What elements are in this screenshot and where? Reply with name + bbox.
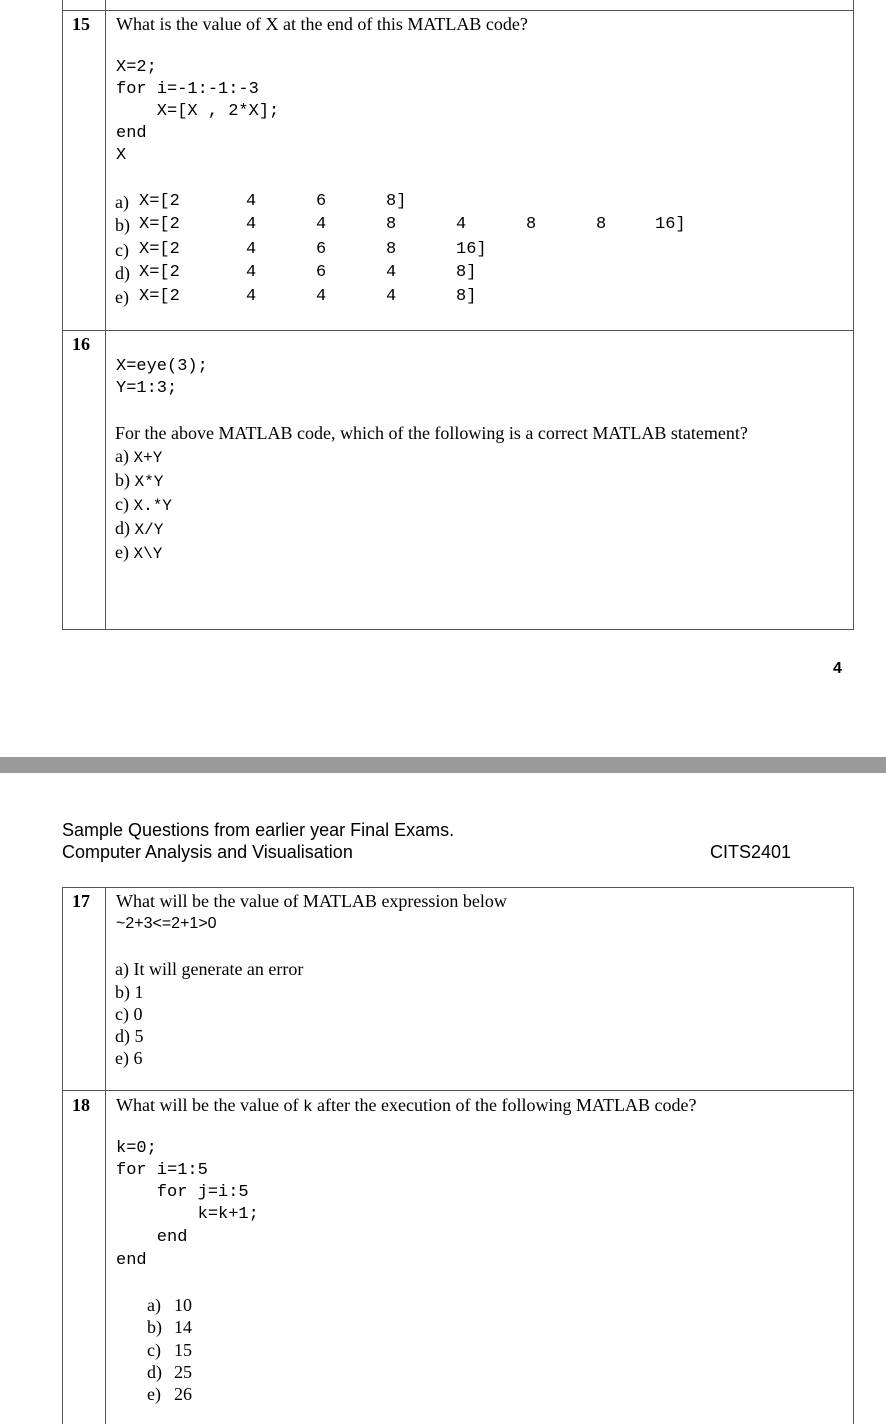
option-label: b): [115, 470, 135, 490]
table-border: [62, 330, 854, 331]
option-label: e): [147, 1384, 161, 1404]
question-prompt: What will be the value of MATLAB expression below: [116, 891, 507, 911]
option-cell: 4: [246, 263, 257, 282]
code-line: Y=1:3;: [116, 379, 178, 398]
option-cell: 4: [246, 192, 257, 211]
question-number: 15: [72, 14, 90, 34]
code-line: for i=1:5: [116, 1161, 208, 1180]
prompt-text: What will be the value of: [116, 1095, 303, 1115]
table-border: [105, 0, 106, 630]
code-line: for j=i:5: [116, 1183, 249, 1202]
option-value: X\Y: [133, 545, 163, 563]
question-prompt: What is the value of X at the end of this MATLAB code?: [116, 14, 528, 34]
option-value: 14: [174, 1317, 192, 1337]
option-value: X=[2: [139, 240, 180, 259]
answer-option: a) It will generate an error: [115, 959, 304, 979]
option-cell: 4: [386, 287, 397, 306]
option-value: X*Y: [134, 473, 164, 491]
code-line: X=2;: [116, 58, 157, 77]
option-cell: 4: [386, 263, 397, 282]
question-prompt: [116, 1094, 696, 1118]
page-number: 4: [833, 660, 842, 677]
option-label: c): [115, 494, 134, 514]
option-cell: 4: [246, 287, 257, 306]
code-line: X=[X , 2*X];: [116, 102, 280, 121]
code-line: end: [116, 1251, 147, 1270]
option-label: d): [147, 1362, 162, 1382]
option-label: b): [147, 1317, 162, 1337]
option-value: X=[2: [139, 215, 180, 234]
answer-option: [115, 446, 162, 467]
table-border: [853, 0, 854, 630]
option-cell: 16]: [456, 240, 487, 259]
option-cell: 8: [386, 240, 397, 259]
code-expression: ~2+3<=2+1>0: [116, 915, 217, 932]
option-label: e): [115, 542, 134, 562]
option-value: X.*Y: [133, 497, 172, 515]
table-border: [105, 887, 106, 1424]
code-line: end: [116, 124, 147, 143]
option-value: 25: [174, 1362, 192, 1382]
option-label: d): [115, 518, 135, 538]
option-cell: 6: [316, 240, 327, 259]
code-line: X: [116, 146, 127, 165]
table-border: [62, 629, 854, 630]
answer-option: [115, 494, 172, 515]
option-value: X=[2: [139, 192, 180, 211]
code-line: end: [116, 1228, 188, 1247]
answer-option: [115, 518, 163, 539]
option-value: X=[2: [139, 263, 180, 282]
option-label: a): [115, 192, 129, 212]
option-cell: 6: [316, 192, 327, 211]
answer-option: d) 5: [115, 1026, 144, 1046]
option-value: X/Y: [134, 521, 164, 539]
option-value: 10: [174, 1295, 192, 1315]
option-label: c): [115, 240, 129, 260]
answer-option: [115, 470, 163, 491]
question-number: 16: [72, 334, 90, 354]
prompt-variable: k: [302, 1098, 313, 1116]
answer-option: c) 0: [115, 1004, 143, 1024]
option-cell: 8: [526, 215, 537, 234]
option-value: X+Y: [133, 449, 163, 467]
question-prompt: For the above MATLAB code, which of the following is a correct MATLAB statement?: [115, 423, 748, 443]
option-label: b): [115, 215, 130, 235]
option-cell: 4: [246, 215, 257, 234]
option-cell: 16]: [655, 215, 686, 234]
option-value: X=[2: [139, 287, 180, 306]
question-number: 18: [72, 1095, 90, 1115]
answer-option: b) 1: [115, 982, 144, 1002]
option-cell: 8: [596, 215, 607, 234]
code-line: for i=-1:-1:-3: [116, 80, 259, 99]
table-border: [62, 887, 63, 1424]
code-line: X=eye(3);: [116, 357, 208, 376]
option-label: c): [147, 1340, 161, 1360]
prompt-text: after the execution of the following MATLAB code?: [312, 1095, 697, 1115]
table-border: [62, 10, 854, 11]
option-cell: 8]: [456, 287, 477, 306]
option-label: e): [115, 287, 129, 307]
page-header-title: Sample Questions from earlier year Final Exams.: [62, 820, 455, 840]
option-value: 15: [174, 1340, 192, 1360]
table-border: [853, 887, 854, 1424]
answer-option: [115, 542, 162, 563]
option-cell: 8]: [456, 263, 477, 282]
option-cell: 4: [316, 287, 327, 306]
option-label: a): [147, 1295, 161, 1315]
code-line: k=k+1;: [116, 1205, 259, 1224]
option-label: d): [115, 263, 130, 283]
table-border: [62, 0, 63, 630]
option-cell: 6: [316, 263, 327, 282]
page-header-subtitle: Computer Analysis and Visualisation: [62, 842, 353, 862]
answer-option: e) 6: [115, 1048, 143, 1068]
option-cell: 4: [456, 215, 467, 234]
table-border: [62, 887, 854, 888]
option-cell: 8]: [386, 192, 407, 211]
option-cell: 4: [246, 240, 257, 259]
option-cell: 4: [316, 215, 327, 234]
page-separator: [0, 757, 886, 773]
course-code: CITS2401: [710, 842, 792, 862]
option-value: 26: [174, 1384, 192, 1404]
option-label: a): [115, 446, 134, 466]
option-cell: 8: [386, 215, 397, 234]
code-line: k=0;: [116, 1139, 157, 1158]
table-border: [62, 1090, 854, 1091]
question-number: 17: [72, 891, 90, 911]
